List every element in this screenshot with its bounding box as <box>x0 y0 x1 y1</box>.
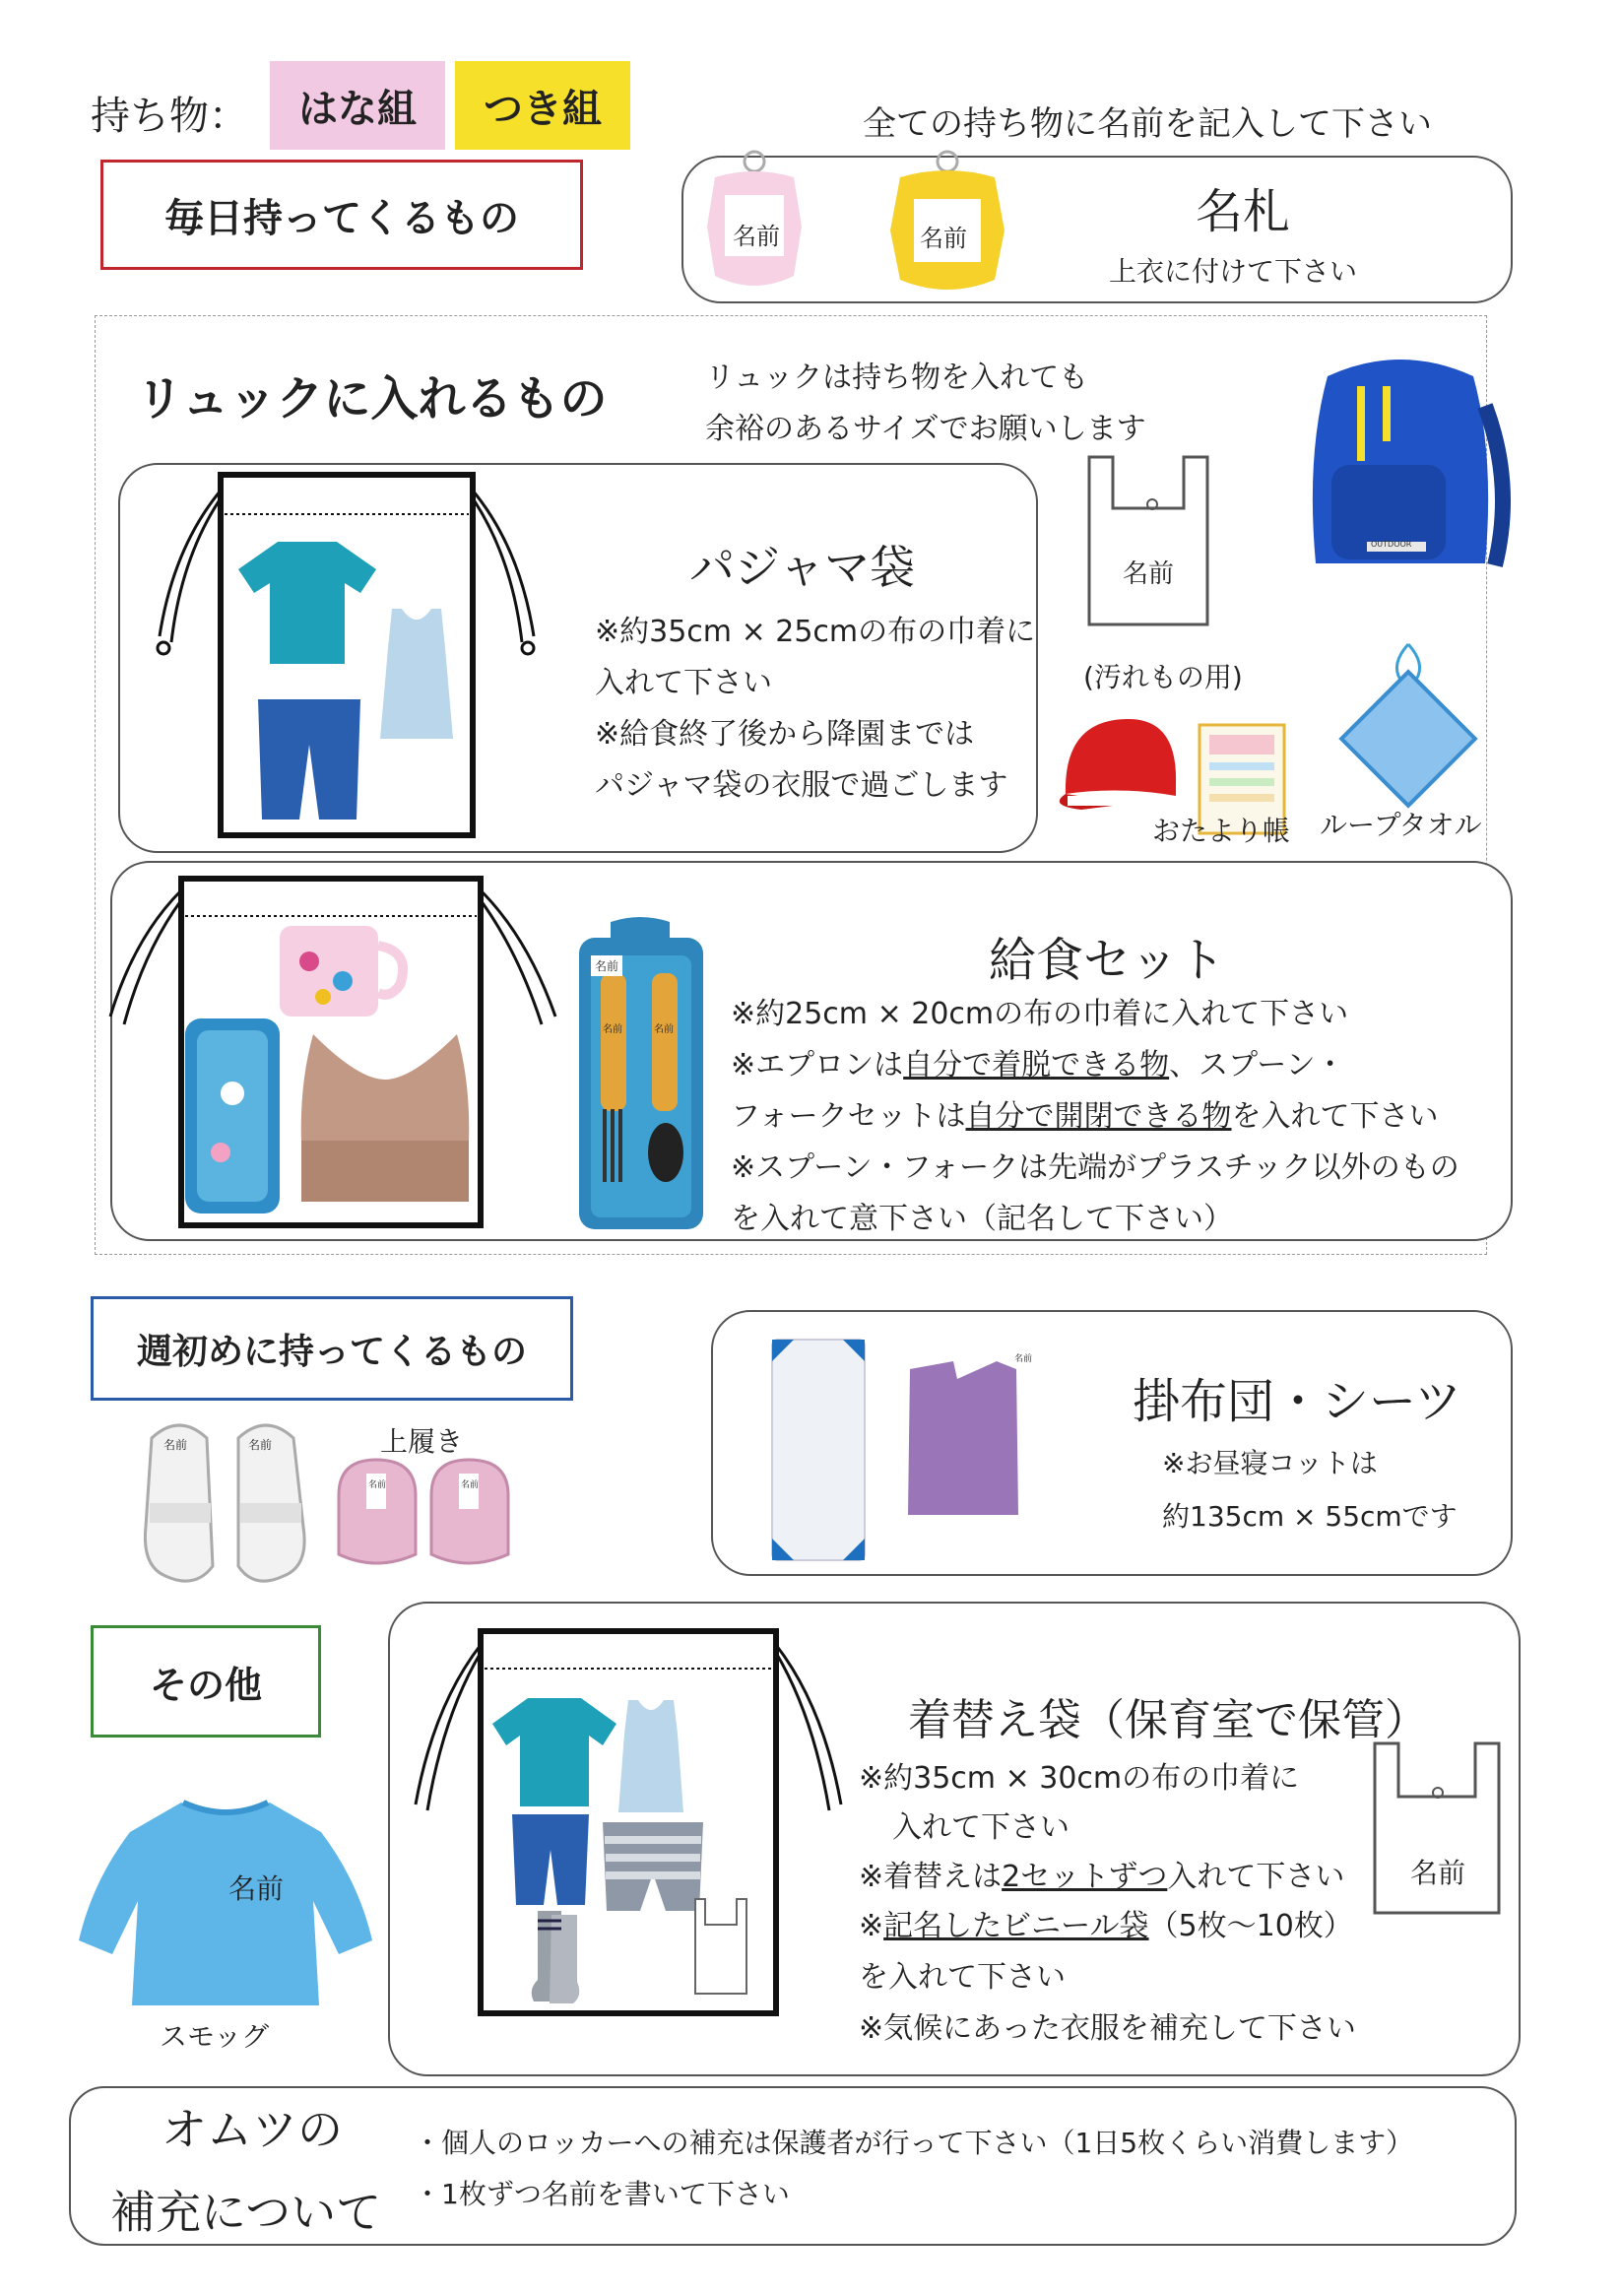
loop-towel-caption: ループタオル <box>1320 809 1482 841</box>
change-plastic-bag-icon <box>1369 1736 1505 1919</box>
change-line-2: 入れて下さい <box>892 1810 1070 1845</box>
shoes-label: 上履き <box>380 1425 464 1458</box>
plastic-bag-caption: (汚れもの用) <box>1083 661 1243 693</box>
diaper-item-2: ・1枚ずつ名前を書いて下さい <box>414 2178 790 2210</box>
plastic-bag-icon <box>1081 449 1213 628</box>
rucksack-title: リュックに入れるもの <box>136 371 608 426</box>
nap-cot-sheet-icon <box>764 1332 873 1568</box>
change-line-6: ※気候にあった衣服を補充して下さい <box>859 2011 1356 2046</box>
pajama-line-2: 入れて下さい <box>595 666 772 700</box>
tank-top-icon <box>380 609 453 739</box>
smock-caption: スモッグ <box>160 2020 270 2053</box>
header-label: 持ち物： <box>91 94 248 139</box>
t-shirt-icon <box>238 542 376 664</box>
shoe-tag-2: 名前 <box>248 1438 273 1452</box>
diaper-title-1: オムツの <box>162 2103 343 2156</box>
cutlery-tag-1: 名前 <box>591 955 622 976</box>
header-notice: 全ての持ち物に名前を記入して下さい <box>863 104 1432 144</box>
cutlery-case-pink-icon <box>181 1015 284 1217</box>
smock-icon <box>73 1793 378 2009</box>
daily-heading: 毎日持ってくるもの <box>100 160 583 270</box>
pajama-title: パジャマ袋 <box>689 541 916 594</box>
futon-title: 掛布団・シーツ <box>1133 1374 1462 1429</box>
shoe-tag-1: 名前 <box>163 1438 188 1452</box>
apron-bib-icon <box>293 1024 477 1212</box>
weekly-heading: 週初めに持ってくるもの <box>91 1296 573 1401</box>
blanket-cover-tag: 名前 <box>1014 1354 1033 1364</box>
rucksack-note-1: リュックは持ち物を入れても <box>705 361 1089 395</box>
class-badge-tsuki: つき組 <box>455 61 630 150</box>
change-line-1: ※約35cm × 30cmの布の巾着に <box>859 1761 1300 1796</box>
change-line-3: ※着替えは2セットずつ入れて下さい <box>859 1860 1345 1894</box>
futon-note-1: ※お昼寝コットは <box>1162 1447 1378 1479</box>
nametag-yellow-label: 名前 <box>920 225 967 252</box>
loop-towel-icon <box>1322 640 1499 827</box>
nametag-subtitle: 上衣に付けて下さい <box>1109 255 1358 288</box>
diaper-item-1: ・個人のロッカーへの補充は保護者が行って下さい（1日5枚くらい消費します） <box>414 2127 1414 2159</box>
backpack-icon <box>1292 347 1509 585</box>
pajama-line-3: ※給食終了後から降園までは <box>595 717 975 752</box>
lunch-title: 給食セット <box>989 933 1226 988</box>
change-title: 着替え袋（保育室で保管） <box>908 1695 1428 1745</box>
lunch-line-1: ※約25cm × 20cmの布の巾着に入れて下さい <box>731 997 1349 1031</box>
diaper-title-2: 補充について <box>110 2186 382 2239</box>
change-t-shirt-icon <box>492 1698 616 1806</box>
change-shorts-icon <box>512 1814 589 1905</box>
otayori-caption: おたより帳 <box>1152 815 1291 847</box>
rucksack-note-2: 余裕のあるサイズでお願いします <box>705 412 1146 446</box>
change-plastic-bag-label: 名前 <box>1410 1857 1466 1889</box>
indoor-shoes-pink-icon <box>331 1456 516 1572</box>
change-line-5: を入れて下さい <box>859 1960 1066 1995</box>
cutlery-tag-2: 名前 <box>603 1024 622 1035</box>
change-tank-top-icon <box>618 1700 683 1812</box>
small-plastic-bag-icon <box>691 1895 750 1998</box>
pajama-line-1: ※約35cm × 25cmの布の巾着に <box>595 615 1036 649</box>
red-cap-icon <box>1060 715 1180 823</box>
shoe-tag-4: 名前 <box>461 1480 480 1490</box>
plastic-bag-label: 名前 <box>1123 559 1175 589</box>
backpack-brand: OUTDOOR <box>1371 540 1412 549</box>
underwear-icon <box>603 1822 703 1911</box>
nametag-title: 名札 <box>1196 184 1291 239</box>
shorts-icon <box>258 699 360 820</box>
class-badge-hana: はな組 <box>270 61 445 150</box>
smock-name-label: 名前 <box>228 1872 285 1905</box>
nametag-pink-label: 名前 <box>733 223 780 250</box>
futon-note-2: 約135cm × 55cmです <box>1162 1500 1458 1533</box>
cutlery-tag-3: 名前 <box>654 1024 674 1035</box>
shoe-tag-3: 名前 <box>368 1480 387 1490</box>
lunch-line-4: ※スプーン・フォークは先端がプラスチック以外のもの <box>731 1150 1459 1185</box>
pajama-line-4: パジャマ袋の衣服で過ごします <box>595 768 1008 803</box>
blanket-cover-icon <box>898 1357 1026 1521</box>
change-line-4: ※記名したビニール袋（5枚〜10枚） <box>859 1909 1353 1943</box>
lunch-line-2: ※エプロンは自分で着脱できる物、スプーン・ <box>731 1048 1345 1082</box>
other-heading: その他 <box>91 1625 321 1738</box>
lunch-line-3: フォークセットは自分で開閉できる物を入れて下さい <box>731 1099 1439 1134</box>
cup-icon <box>274 922 418 1020</box>
lunch-line-5: を入れて意下さい（記名して下さい） <box>731 1202 1233 1236</box>
socks-icon <box>528 1911 587 2005</box>
